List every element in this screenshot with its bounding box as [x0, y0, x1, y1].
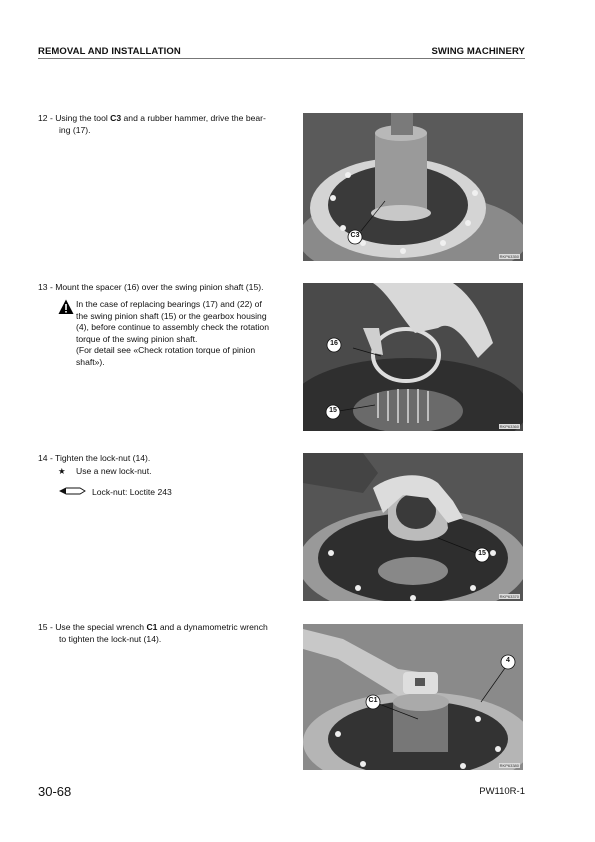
step-13: 13 - Mount the spacer (16) over the swing pinion shaft (15).: [38, 282, 264, 292]
tool-ref: C3: [110, 113, 122, 123]
photo-step-12: [303, 113, 523, 261]
chapter-title: SWING MACHINERY: [431, 46, 525, 57]
sealant-icon: [58, 486, 92, 499]
callout-c1: C1: [368, 697, 378, 704]
header-rule: [38, 58, 525, 59]
tool-ref: C1: [146, 622, 158, 632]
page-number: 30-68: [38, 784, 72, 799]
callout-4: 4: [506, 657, 510, 664]
note-bullet: ★ Use a new lock-nut.: [58, 466, 152, 476]
callout-15: 15: [478, 550, 486, 557]
step-number: 12 -: [38, 113, 53, 123]
star-icon: ★: [58, 466, 66, 476]
callout-15: 15: [329, 407, 337, 414]
callout-16: 16: [330, 340, 338, 347]
photo-code: RKP63350: [499, 254, 519, 259]
callout-c3: C3: [350, 232, 360, 239]
warning-box: In the case of replacing bearings (17) and (22) of the swing pinion shaft (15) or the gearbox housing (4), before continue to assembly check the rotation torque of the swing pinion shaft. (For detail see «Check rotation torque of pinion shaft»).: [58, 299, 286, 369]
model-name: PW110R-1: [479, 786, 525, 797]
photo-code: RKP63370: [499, 594, 519, 599]
note-sealant: Lock-nut: Loctite 243: [58, 486, 172, 499]
step-number: 14 -: [38, 453, 53, 463]
step-14: 14 - Tighten the lock-nut (14).: [38, 453, 151, 463]
step-15: 15 - Use the special wrench C1 and a dynamometric wrench to tighten the lock-nut (14).: [38, 622, 268, 644]
photo-code: RKP63360: [499, 424, 519, 429]
photo-step-13: [303, 283, 523, 431]
photo-step-14: [303, 453, 523, 601]
photo-code: RKP63380: [499, 763, 519, 768]
step-12: 12 - Using the tool C3 and a rubber hammer, drive the bear- ing (17).: [38, 113, 266, 135]
step-number: 15 -: [38, 622, 53, 632]
warning-icon: [58, 299, 74, 315]
photo-step-15: [303, 624, 523, 770]
section-title: REMOVAL AND INSTALLATION: [38, 46, 181, 57]
step-number: 13 -: [38, 282, 53, 292]
